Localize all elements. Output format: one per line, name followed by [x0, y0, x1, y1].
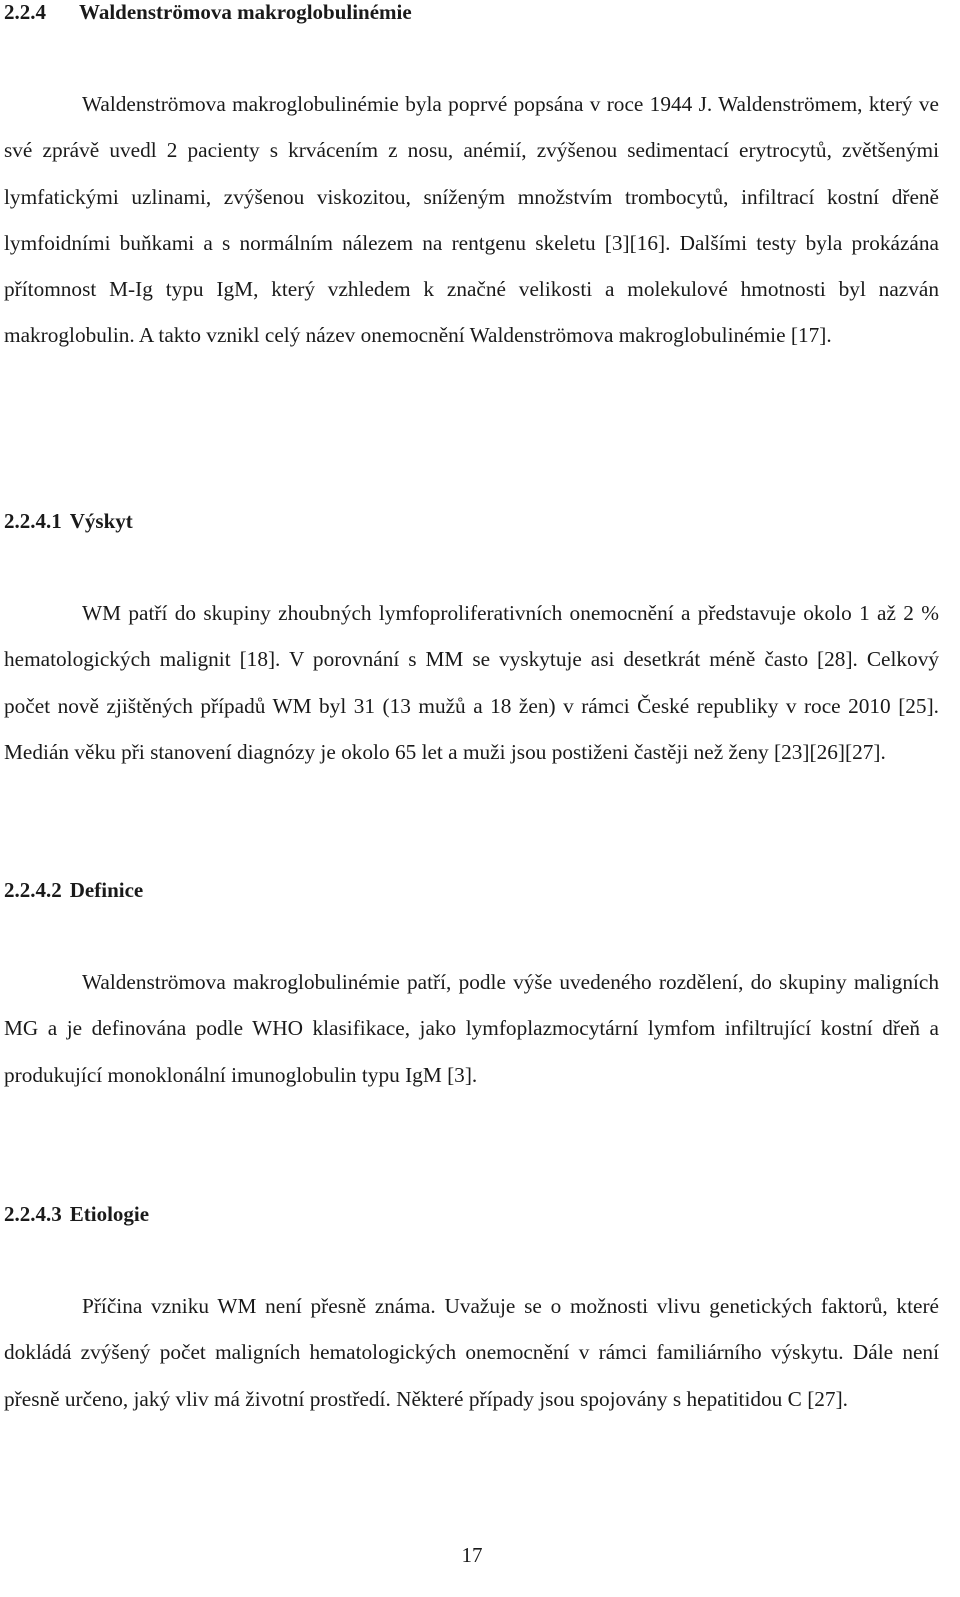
subsection-title: Výskyt	[69, 509, 133, 533]
section-title: Waldenströmova makroglobulinémie	[79, 0, 412, 24]
subsection-title: Etiologie	[69, 1202, 150, 1226]
subsection-title: Definice	[69, 878, 144, 902]
subsection-paragraph-vyskyt: WM patří do skupiny zhoubných lymfoproliferativních onemocnění a představuje okolo 1 až 2 % hematologických malignit [18]. V porovnání s MM se vyskytuje asi desetkrát méně často [28]. Celkový počet nově zjištěných případů WM byl 31 (13 mužů a 18 žen) v rámci České republiky v roce 2010 [25]. Medián věku při stanovení diagnózy je okolo 65 let a muži jsou postiženi častěji než ženy [23][26][27].	[4, 601, 939, 764]
subsection-heading-etiologie	[4, 1202, 149, 1226]
page-number: 17	[461, 1543, 483, 1567]
subsection-number: 2.2.4.3	[4, 1202, 62, 1226]
subsection-number: 2.2.4.1	[4, 509, 62, 533]
subsection-paragraph-etiologie: Příčina vzniku WM není přesně známa. Uvažuje se o možnosti vlivu genetických faktorů, které dokládá zvýšený počet maligních hematologických onemocnění v rámci familiárního výskytu. Dále není přesně určeno, jaký vliv má životní prostředí. Některé případy jsou spojovány s hepatitidou C [27].	[4, 1294, 939, 1411]
subsection-heading-definice	[4, 878, 143, 902]
section-heading	[4, 0, 412, 24]
section-intro-paragraph: Waldenströmova makroglobulinémie byla poprvé popsána v roce 1944 J. Waldenströmem, který ve své zprávě uvedl 2 pacienty s krvácením z nosu, anémií, zvýšenou sedimentací erytrocytů, zvětšenými lymfatickými uzlinami, zvýšenou viskozitou, sníženým množstvím trombocytů, infiltrací kostní dřeně lymfoidními buňkami a s normálním nálezem na rentgenu skeletu [3][16]. Dalšími testy byla prokázána přítomnost M-Ig typu IgM, který vzhledem k značné velikosti a molekulové hmotnosti byl nazván makroglobulin. A takto vznikl celý název onemocnění Waldenströmova makroglobulinémie [17].	[4, 92, 939, 348]
subsection-number: 2.2.4.2	[4, 878, 62, 902]
subsection-paragraph-definice: Waldenströmova makroglobulinémie patří, podle výše uvedeného rozdělení, do skupiny maligních MG a je definována podle WHO klasifikace, jako lymfoplazmocytární lymfom infiltrující kostní dřeň a produkující monoklonální imunoglobulin typu IgM [3].	[4, 970, 939, 1087]
section-number: 2.2.4	[4, 0, 46, 24]
subsection-heading-vyskyt	[4, 509, 133, 533]
